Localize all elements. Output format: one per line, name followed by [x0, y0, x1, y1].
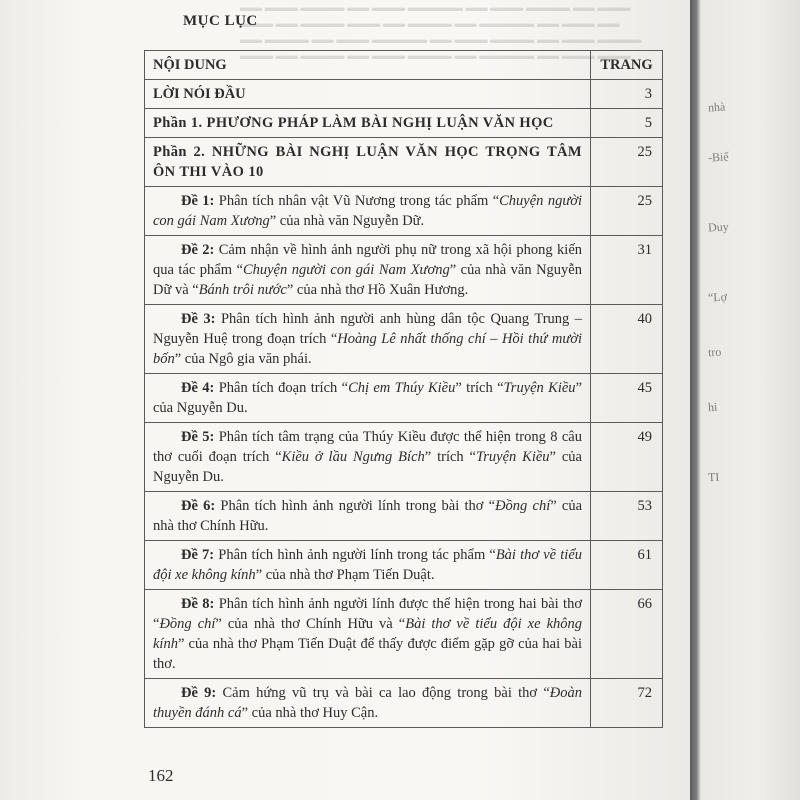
entry-text: Phân tích hình ảnh người lính trong tác phẩm “: [218, 547, 496, 563]
work-title: Bài thơ về tiểu đội xe không kính: [153, 616, 583, 652]
toc-page-number: 66: [591, 590, 663, 679]
entry-text: ” trích “: [455, 380, 504, 396]
toc-entry-title: [145, 492, 591, 541]
exam-label: Đề 2:: [181, 242, 215, 258]
toc-entry-title: [145, 187, 591, 236]
exam-label: Đề 7:: [181, 547, 215, 563]
toc-heading: MỤC LỤC: [183, 13, 258, 29]
entry-text: ” của nhà thơ Chính Hữu và “: [215, 616, 406, 632]
work-title: Bánh trôi nước: [198, 282, 287, 298]
exam-label: Đề 5:: [181, 429, 215, 445]
toc-row: [145, 492, 663, 541]
toc-page-number: 25: [591, 138, 663, 187]
toc-row: [145, 138, 663, 187]
toc-entry-title: [145, 374, 591, 423]
toc-entry-title: LỜI NÓI ĐẦU: [145, 80, 591, 109]
work-title: Đoàn thuyền đánh cá: [153, 685, 582, 721]
page-column-header: TRANG: [591, 51, 663, 80]
toc-row: [145, 187, 663, 236]
work-title: Đồng chí: [495, 498, 551, 514]
work-title: Truyện Kiều: [503, 380, 576, 396]
work-title: Hoàng Lê nhất thống chí – Hồi thứ mười bốn: [153, 331, 582, 367]
toc-row: [145, 541, 663, 590]
toc-page-number: 31: [591, 236, 663, 305]
entry-text: ” của nhà văn Nguyễn Dữ.: [269, 213, 425, 229]
entry-text: ” của nhà thơ Phạm Tiến Duật để thấy được điểm gặp gỡ của hai bài thơ.: [153, 636, 582, 672]
exam-label: Đề 9:: [181, 685, 217, 701]
toc-table: [144, 50, 663, 728]
page-number: 162: [148, 766, 174, 785]
toc-page-number: 5: [591, 109, 663, 138]
next-page-fragment: hi: [707, 399, 718, 415]
entry-text: ” của Nguyễn Du.: [153, 380, 582, 416]
work-title: Chuyện người con gái Nam Xương: [242, 262, 450, 278]
exam-label: Đề 8:: [181, 596, 215, 612]
exam-label: Đề 4:: [181, 380, 215, 396]
next-page-fragment: Duy: [707, 219, 729, 235]
next-page-fragment: “Lợ: [707, 289, 728, 305]
next-page-fragment: tro: [707, 344, 722, 360]
content-column-header: NỘI DUNG: [145, 51, 591, 80]
entry-text: ” của Nguyễn Du.: [153, 449, 582, 485]
entry-text: Phân tích tâm trạng của Thúy Kiều được thể hiện trong 8 câu thơ cuối đoạn trích “: [153, 429, 582, 465]
work-title: Kiều ở lầu Ngưng Bích: [281, 449, 425, 465]
toc-entry-title: [145, 236, 591, 305]
entry-text: ” của nhà thơ Phạm Tiến Duật.: [255, 567, 435, 583]
work-title: Chị em Thúy Kiều: [348, 380, 456, 396]
toc-entry-title: [145, 679, 591, 728]
toc-row: [145, 423, 663, 492]
exam-label: Đề 1:: [181, 193, 215, 209]
toc-header-row: [145, 51, 663, 80]
toc-entry-title: Phần 1. PHƯƠNG PHÁP LÀM BÀI NGHỊ LUẬN VĂN HỌC: [145, 109, 591, 138]
entry-text: Phân tích hình ảnh người lính được thể hiện trong hai bài thơ “: [153, 596, 583, 632]
toc-entry-title: [145, 305, 591, 374]
toc-page-number: 40: [591, 305, 663, 374]
entry-text: ” trích “: [424, 449, 476, 465]
next-page-edge: [690, 0, 800, 800]
entry-text: Cảm hứng vũ trụ và bài ca lao động trong bài thơ “: [222, 685, 550, 701]
entry-text: Phân tích hình ảnh người anh hùng dân tộc Quang Trung – Nguyễn Huệ trong đoạn trích “: [153, 311, 583, 347]
toc-row: [145, 109, 663, 138]
work-title: Truyện Kiều: [475, 449, 550, 465]
toc-page-number: 25: [591, 187, 663, 236]
toc-row: [145, 679, 663, 728]
toc-entry-title: [145, 541, 591, 590]
entry-text: Phân tích đoạn trích “: [218, 380, 349, 396]
next-page-fragment: nhà: [707, 99, 726, 115]
entry-text: ” của nhà thơ Huy Cận.: [241, 705, 379, 721]
toc-page-number: 45: [591, 374, 663, 423]
next-page-fragment: -Biế: [707, 149, 729, 165]
entry-text: ” của Ngô gia văn phái.: [174, 351, 312, 367]
toc-entry-title: [145, 590, 591, 679]
toc-entry-title: Phần 2. NHỮNG BÀI NGHỊ LUẬN VĂN HỌC TRỌNG TÂM ÔN THI VÀO 10: [145, 138, 591, 187]
entry-text: Phân tích hình ảnh người lính trong bài thơ “: [220, 498, 496, 514]
toc-page-number: 61: [591, 541, 663, 590]
entry-text: Cảm nhận về hình ảnh người phụ nữ trong xã hội phong kiến qua tác phẩm “: [153, 242, 583, 278]
toc-row: [145, 236, 663, 305]
work-title: Bài thơ về tiểu đội xe không kính: [153, 547, 583, 583]
toc-row: [145, 374, 663, 423]
work-title: Chuyện người con gái Nam Xương: [153, 193, 583, 229]
toc-page-number: 72: [591, 679, 663, 728]
entry-text: Phân tích nhân vật Vũ Nương trong tác phẩm “: [218, 193, 500, 209]
toc-row: [145, 80, 663, 109]
toc-page-number: 53: [591, 492, 663, 541]
exam-label: Đề 3:: [181, 311, 216, 327]
toc-entry-title: [145, 423, 591, 492]
entry-text: ” của nhà văn Nguyễn Dữ và “: [153, 262, 582, 298]
toc-page-number: 49: [591, 423, 663, 492]
toc-row: [145, 305, 663, 374]
toc-row: [145, 590, 663, 679]
entry-text: ” của nhà thơ Hồ Xuân Hương.: [286, 282, 469, 298]
next-page-fragment: TI: [707, 469, 720, 485]
exam-label: Đề 6:: [181, 498, 216, 514]
toc-page-number: 3: [591, 80, 663, 109]
show-through-text: ▬▬ ▬▬▬ ▬▬▬▬ ▬▬ ▬▬▬ ▬▬▬▬▬ ▬▬ ▬▬▬ ▬▬▬▬ ▬▬ ▬▬▬ ▬▬▬ ▬▬ ▬▬▬▬ ▬▬▬ ▬▬ ▬▬▬▬ ▬▬ ▬▬▬▬▬ ▬▬ ▬▬▬ ▬▬ ▬▬ ▬▬▬▬ ▬▬ ▬▬▬ ▬▬▬▬▬ ▬▬ ▬▬▬ ▬▬▬▬ ▬▬ ▬▬▬ ▬▬▬▬ ▬▬▬ ▬▬ ▬▬▬▬ ▬▬ ▬▬▬ ▬▬▬▬ ▬▬ ▬▬▬▬▬ ▬▬ ▬▬▬ ▬▬▬: [240, 2, 642, 62]
work-title: Đồng chí: [159, 616, 216, 632]
entry-text: ” của nhà thơ Chính Hữu.: [153, 498, 583, 534]
